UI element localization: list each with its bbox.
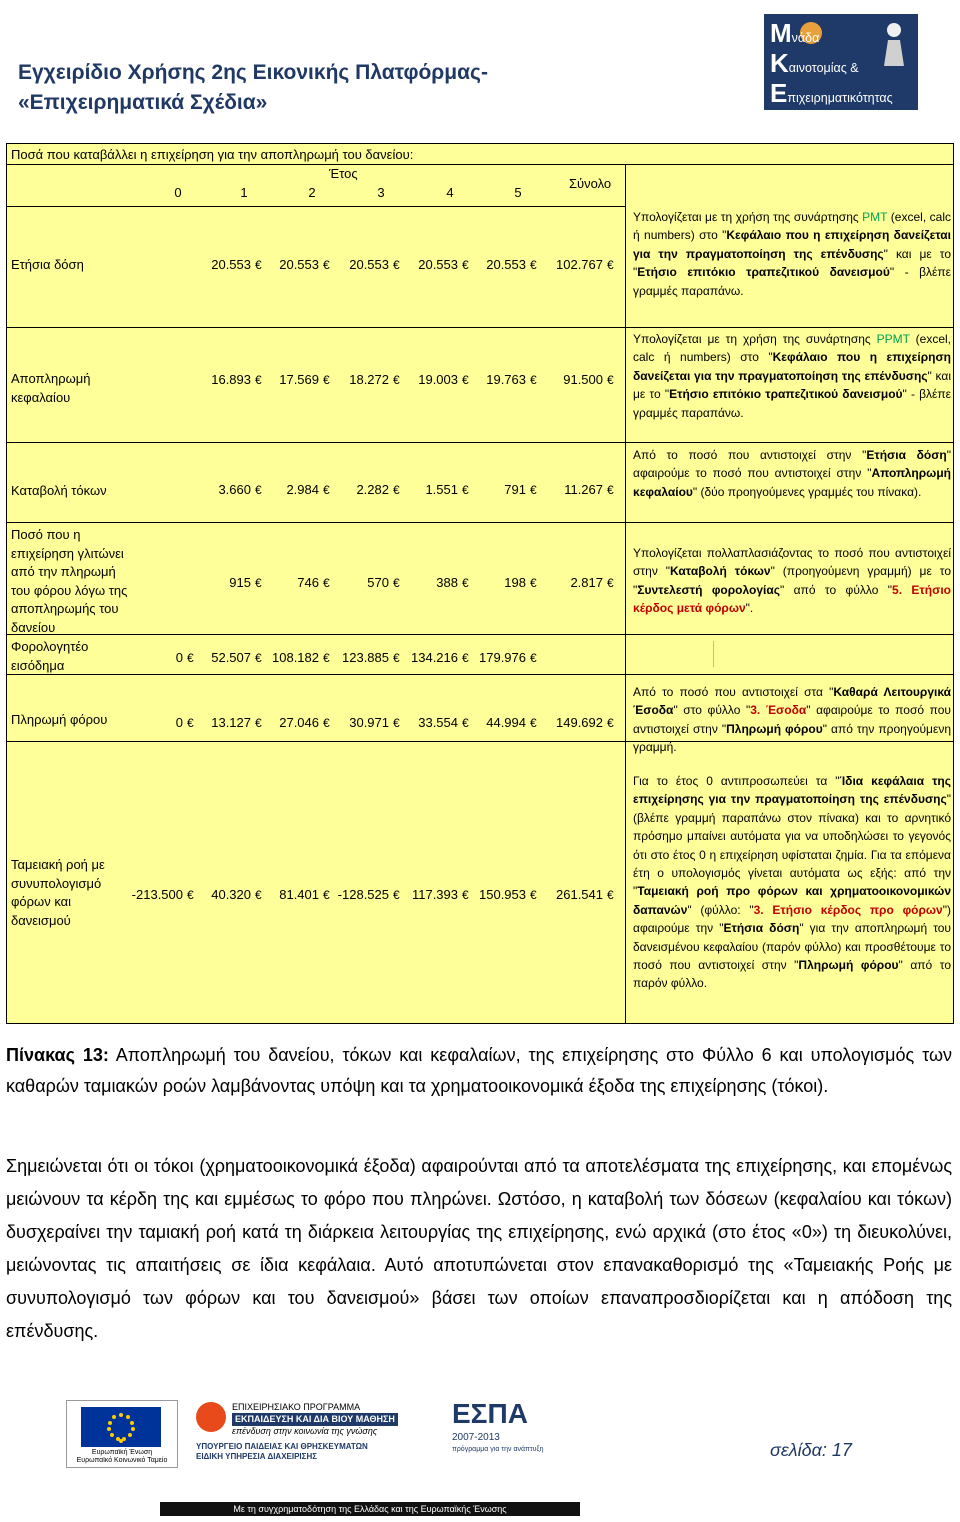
currency-symbol: € (607, 576, 614, 590)
note-interest-payment (633, 446, 951, 501)
note6-bold: Πληρωμή φόρου (798, 958, 899, 973)
currency-symbol: € (323, 651, 330, 665)
currency-symbol: € (393, 258, 400, 272)
currency-symbol: € (530, 888, 537, 902)
currency-symbol: € (255, 888, 262, 902)
caption-text: Αποπληρωμή του δανείου, τόκων και κεφαλαίων, της επιχείρησης στο Φύλλο 6 και υπολογισμός των καθαρών ταμιακών ροών λαμβάνοντας υπόψη και τα χρηματοοικονομικά έξοδα της επιχείρησης (τόκοι). (6, 1045, 952, 1096)
currency-symbol: € (393, 483, 400, 497)
note5-sheet-ref: 3. Έσοδα (750, 703, 807, 718)
row-divider (7, 442, 953, 443)
body-paragraph: Σημειώνεται ότι οι τόκοι (χρηματοοικονομικά έξοδα) αφαιρούνται από τα αποτελέσματα της επιχείρησης, και επομένως μειώνουν τα κέρδη της και εμμέσως το φόρο που πληρώνει. Ωστόσο, η καταβολή των δόσεων (κεφαλαίου και τόκων) δυσχεραίνει την ταμιακή ροή κατά τη διάρκεια λειτουργίας της επιχείρησης, ενώ αρχικά (στο έτος «0») τη διευκολύνει, μειώνοντας τις απαιτήσεις σε ίδια κεφάλαια. Αυτό αποτυπώνεται στον επανακαθορισμό της «Ταμειακής Ροής με συνυπολογισμό των φόρων και του δανεισμού» βάσει των οποίων επαναπροσδιορίζεται και η απόδοση της επένδυσης. (6, 1156, 952, 1341)
value-cell: -128.525 (337, 887, 389, 902)
note4-bold: Καταβολή τόκων (670, 564, 771, 579)
value-cell: 81.401 (279, 887, 319, 902)
value-cell: 40.320 (211, 887, 251, 902)
espa-subtitle: πρόγραμμα για την ανάπτυξη (452, 1446, 544, 1453)
value-cell: 915 (229, 575, 251, 590)
note1-bold: Κεφάλαιο που η επιχείρηση δανείζεται για την πραγματοποίηση της επένδυσης (633, 228, 951, 261)
note-annual-installment (633, 208, 951, 300)
total-header: Σύνολο (569, 176, 612, 191)
currency-symbol: € (393, 651, 400, 665)
currency-symbol: € (462, 373, 469, 387)
currency-symbol: € (393, 716, 400, 730)
value-cell: -213.500 (131, 887, 183, 902)
currency-symbol: € (323, 576, 330, 590)
note-tax-saving (633, 544, 951, 618)
value-cell: 20.553 (279, 257, 319, 272)
year-col-0: 0 (174, 185, 182, 200)
note-tax-payment (633, 683, 951, 757)
total-cell: 2.817 (570, 575, 603, 590)
note2-text: Υπολογίζεται με τη χρήση της συνάρτησης (633, 332, 877, 346)
year-col-4: 4 (446, 185, 454, 200)
currency-symbol: € (530, 651, 537, 665)
row-label-tax-saving: Ποσό που η επιχείρηση γλιτώνει από την πληρωμή του φόρου λόγω της αποπληρωμής του δανείου (11, 527, 128, 635)
note6-bold: Ίδια κεφάλαια της επιχείρησης για την πραγματοποίηση της επένδυσης (633, 774, 951, 807)
note5-bold: Καθαρά Λειτουργικά Έσοδα (633, 685, 952, 718)
row-divider (7, 522, 953, 523)
logo-word-epixeirimatikotitas: πιχειρηματικότητας (787, 91, 893, 105)
note4-text: " από το φύλλο " (779, 582, 893, 597)
total-cell: 11.267 (564, 482, 603, 497)
currency-symbol: € (323, 373, 330, 387)
page-label: σελίδα: (770, 1440, 827, 1460)
row-divider (7, 674, 953, 675)
value-cell: 0 (175, 650, 183, 665)
note4-text: " (προηγούμενη γραμμή) με το " (633, 564, 951, 597)
ministry-line1: ΥΠΟΥΡΓΕΙΟ ΠΑΙΔΕΙΑΣ ΚΑΙ ΘΡΗΣΚΕΥΜΑΤΩΝ (196, 1442, 368, 1451)
espa-title: ΕΣΠΑ (452, 1398, 528, 1429)
currency-symbol: € (530, 716, 537, 730)
currency-symbol: € (187, 888, 194, 902)
note-principal-repayment (633, 330, 951, 422)
note6-text: " από το παρόν φύλλο. (633, 958, 952, 991)
page-number-value: 17 (831, 1440, 852, 1460)
currency-symbol: € (255, 258, 262, 272)
total-cell: 91.500 (563, 372, 603, 387)
note2-function: PPMT (876, 332, 910, 346)
row-divider (7, 206, 625, 207)
currency-symbol: € (530, 373, 537, 387)
value-cell: 13.127 (211, 715, 251, 730)
espa-years: 2007-2013 (452, 1432, 500, 1443)
espa-logo (446, 1398, 566, 1470)
note5-text: " στο φύλλο " (673, 703, 751, 718)
note1-text: (excel, calc ή numbers) στο " (633, 210, 951, 243)
value-cell: 134.216 (411, 650, 458, 665)
total-cell: 261.541 (556, 887, 603, 902)
value-cell: 18.272 (349, 372, 389, 387)
note2-text: " και με το " (633, 368, 951, 402)
logo-letter-e: Ε (770, 78, 788, 108)
page-number (770, 1440, 852, 1461)
note5-text: Από το ποσό που αντιστοιχεί στα " (633, 685, 834, 699)
note4-text: ". (745, 601, 754, 616)
logo-word-kainotomias: αινοτομίας & (788, 61, 859, 75)
note6-text: ") αφαιρούμε την " (633, 902, 951, 936)
eu-stars-icon (81, 1407, 161, 1447)
value-cell: 123.885 (342, 650, 389, 665)
currency-symbol: € (255, 651, 262, 665)
note1-text: Υπολογίζεται με τη χρήση της συνάρτησης (633, 210, 863, 224)
note3-bold: Ετήσια δόση (866, 448, 947, 462)
value-cell: 52.507 (211, 650, 251, 665)
note2-text: " - βλέπε γραμμές παραπάνω. (633, 387, 951, 420)
currency-symbol: € (607, 258, 614, 272)
document-title-line2: «Επιχειρηματικά Σχέδια» (18, 91, 268, 114)
currency-symbol: € (187, 716, 194, 730)
currency-symbol: € (530, 483, 537, 497)
document-title (18, 58, 638, 118)
column-divider (625, 164, 626, 1023)
note4-bold: Συντελεστή φορολογίας (637, 582, 780, 597)
currency-symbol: € (323, 258, 330, 272)
value-cell: 20.553 (418, 257, 458, 272)
total-cell: 102.767 (556, 257, 603, 272)
note1-bold: Ετήσιο επιτόκιο τραπεζιτικού δανεισμού (637, 265, 890, 280)
caption-label: Πίνακας 13: (6, 1045, 109, 1065)
row-label-principal-repayment: Αποπληρωμή κεφαλαίου (11, 371, 91, 405)
value-cell: 388 (436, 575, 458, 590)
currency-symbol: € (323, 483, 330, 497)
note6-bold: Ταμειακή ροή προ φόρων και χρηματοοικονομικών δαπανών (633, 884, 951, 917)
eu-logo (66, 1400, 178, 1468)
year-col-2: 2 (308, 185, 316, 200)
value-cell: 19.003 (418, 372, 458, 387)
programme-emblem-icon (196, 1402, 226, 1432)
note5-text: " αφαιρούμε το ποσό που αντιστοιχεί στην " (633, 703, 951, 736)
currency-symbol: € (393, 888, 400, 902)
currency-symbol: € (393, 576, 400, 590)
value-cell: 27.046 (279, 715, 319, 730)
value-cell: 17.569 (279, 372, 319, 387)
table-caption (6, 1040, 952, 1102)
programme-line2: ΕΚΠΑΙΔΕΥΣΗ ΚΑΙ ΔΙΑ ΒΙΟΥ ΜΑΘΗΣΗ (232, 1413, 398, 1426)
currency-symbol: € (462, 576, 469, 590)
row-label-interest-payment: Καταβολή τόκων (11, 483, 107, 498)
ministry-line2: ΕΙΔΙΚΗ ΥΠΗΡΕΣΙΑ ΔΙΑΧΕΙΡΙΣΗΣ (196, 1452, 318, 1461)
value-cell: 16.893 (211, 372, 251, 387)
logo-letter-m: Μ (770, 18, 792, 48)
row-label-tax-payment: Πληρωμή φόρου (11, 712, 108, 727)
note3-bold: Αποπληρωμή κεφαλαίου (633, 466, 951, 499)
currency-symbol: € (255, 576, 262, 590)
value-cell: 1.551 (425, 482, 458, 497)
currency-symbol: € (255, 716, 262, 730)
value-cell: 150.953 (479, 887, 526, 902)
value-cell: 570 (367, 575, 389, 590)
note6-text: Για το έτος 0 αντιπροσωπεύει τα " (633, 774, 840, 788)
note4-sheet-ref: 5. Ετήσιο κέρδος μετά φόρων (633, 582, 951, 616)
note1-text: " - βλέπε γραμμές παραπάνω. (633, 265, 952, 298)
note6-text: " (φύλλο: " (687, 902, 754, 917)
value-cell: 746 (297, 575, 319, 590)
logo-figure-icon (874, 18, 914, 68)
currency-symbol: € (462, 258, 469, 272)
currency-symbol: € (607, 373, 614, 387)
note2-bold: Ετήσιο επιτόκιο τραπεζιτικού δανεισμού (669, 387, 903, 402)
note5-bold: Πληρωμή φόρου (726, 721, 823, 736)
year-header: Έτος (329, 166, 358, 181)
currency-symbol: € (462, 716, 469, 730)
currency-symbol: € (255, 373, 262, 387)
value-cell: 20.553 (486, 257, 526, 272)
row-divider (7, 634, 953, 635)
esf-label: Ευρωπαϊκό Κοινωνικό Ταμείο (76, 1457, 168, 1464)
note6-sheet-ref: 3. Ετήσιο κέρδος προ φόρων (753, 902, 943, 917)
year-col-5: 5 (514, 185, 522, 200)
row-label-annual-installment: Ετήσια δόση (11, 257, 84, 272)
eu-flag-icon (81, 1407, 161, 1447)
currency-symbol: € (530, 258, 537, 272)
currency-symbol: € (187, 651, 194, 665)
value-cell: 3.660 (218, 482, 251, 497)
row-divider (7, 164, 953, 165)
row-divider (7, 327, 953, 328)
note6-bold: Ετήσια δόση (723, 921, 800, 936)
cofunding-banner: Με τη συγχρηματοδότηση της Ελλάδας και της Ευρωπαϊκής Ένωσης (160, 1502, 580, 1516)
value-cell: 44.994 (486, 715, 526, 730)
value-cell: 20.553 (211, 257, 251, 272)
currency-symbol: € (530, 576, 537, 590)
loan-repayment-table (6, 143, 954, 1024)
currency-symbol: € (607, 483, 614, 497)
value-cell: 30.971 (349, 715, 389, 730)
innovation-unit-logo (764, 14, 918, 110)
note1-function: PMT (862, 210, 888, 224)
note1-text: " και με το " (633, 246, 951, 280)
year-col-3: 3 (377, 185, 385, 200)
currency-symbol: € (462, 888, 469, 902)
currency-symbol: € (607, 716, 614, 730)
total-cell: 149.692 (556, 715, 603, 730)
currency-symbol: € (462, 483, 469, 497)
value-cell: 108.182 (272, 650, 319, 665)
value-cell: 19.763 (486, 372, 526, 387)
note2-bold: Κεφάλαιο που η επιχείρηση δανείζεται για την πραγματοποίηση της επένδυσης (633, 350, 951, 383)
year-col-1: 1 (240, 185, 248, 200)
note6-text: " για την αποπληρωμή του δανεισμένου κεφαλαίου (παρόν φύλλο) και προσθέτουμε το ποσό που αντιστοιχεί στην " (633, 921, 951, 973)
programme-line3: επένδυση στην κοινωνία της γνώσης (232, 1426, 378, 1436)
row-label-taxable-income: Φορολογητέο εισόδημα (11, 639, 89, 673)
note-cash-flow (633, 772, 951, 993)
note2-text: (excel, calc ή numbers) στο " (633, 332, 951, 365)
value-cell: 117.393 (411, 887, 458, 902)
eu-label: Ευρωπαϊκή Ένωση (91, 1449, 153, 1456)
value-cell: 2.984 (286, 482, 319, 497)
value-cell: 33.554 (418, 715, 458, 730)
column-divider (713, 641, 714, 667)
value-cell: 179.976 (479, 650, 526, 665)
programme-line1: ΕΠΙΧΕΙΡΗΣΙΑΚΟ ΠΡΟΓΡΑΜΜΑ (232, 1402, 361, 1412)
document-title-line1: Εγχειρίδιο Χρήσης 2ης Εικονικής Πλατφόρμας- (18, 61, 488, 84)
note3-text: " (δύο προηγούμενες γραμμές του πίνακα). (692, 484, 922, 499)
note3-text: " αφαιρούμε το ποσό που αντιστοιχεί στην " (633, 448, 952, 481)
currency-symbol: € (255, 483, 262, 497)
value-cell: 0 (175, 715, 183, 730)
note3-text: Από το ποσό που αντιστοιχεί στην " (633, 448, 867, 462)
logo-letter-k: Κ (770, 48, 789, 78)
currency-symbol: € (323, 888, 330, 902)
note5-text: " από την προηγούμενη γραμμή. (633, 721, 951, 755)
value-cell: 791 (504, 482, 526, 497)
currency-symbol: € (607, 888, 614, 902)
logo-word-monada: νάδα (791, 31, 820, 45)
table-heading: Ποσά που καταβάλλει η επιχείρηση για την αποπληρωμή του δανείου: (11, 147, 414, 162)
value-cell: 2.282 (356, 482, 389, 497)
value-cell: 198 (504, 575, 526, 590)
currency-symbol: € (393, 373, 400, 387)
row-label-cash-flow: Ταμειακή ροή με συνυπολογισμό φόρων και δανεισμού (11, 857, 105, 928)
operational-programme-logo (196, 1398, 446, 1470)
note4-text: Υπολογίζεται πολλαπλασιάζοντας το ποσό που αντιστοιχεί στην " (633, 546, 951, 579)
currency-symbol: € (462, 651, 469, 665)
note6-text: " (βλέπε γραμμή παραπάνω στον πίνακα) και το αρνητικό πρόσημο μπαίνει αυτόματα για να υποδηλώσει το γεγονός ότι στο έτος 0 η επιχείρηση υφίσταται ζημία. Για τα επόμενα έτη ο υπολογισμός γίνεται αυτόματα ως εξής: από την " (633, 792, 951, 899)
value-cell: 20.553 (349, 257, 389, 272)
currency-symbol: € (323, 716, 330, 730)
